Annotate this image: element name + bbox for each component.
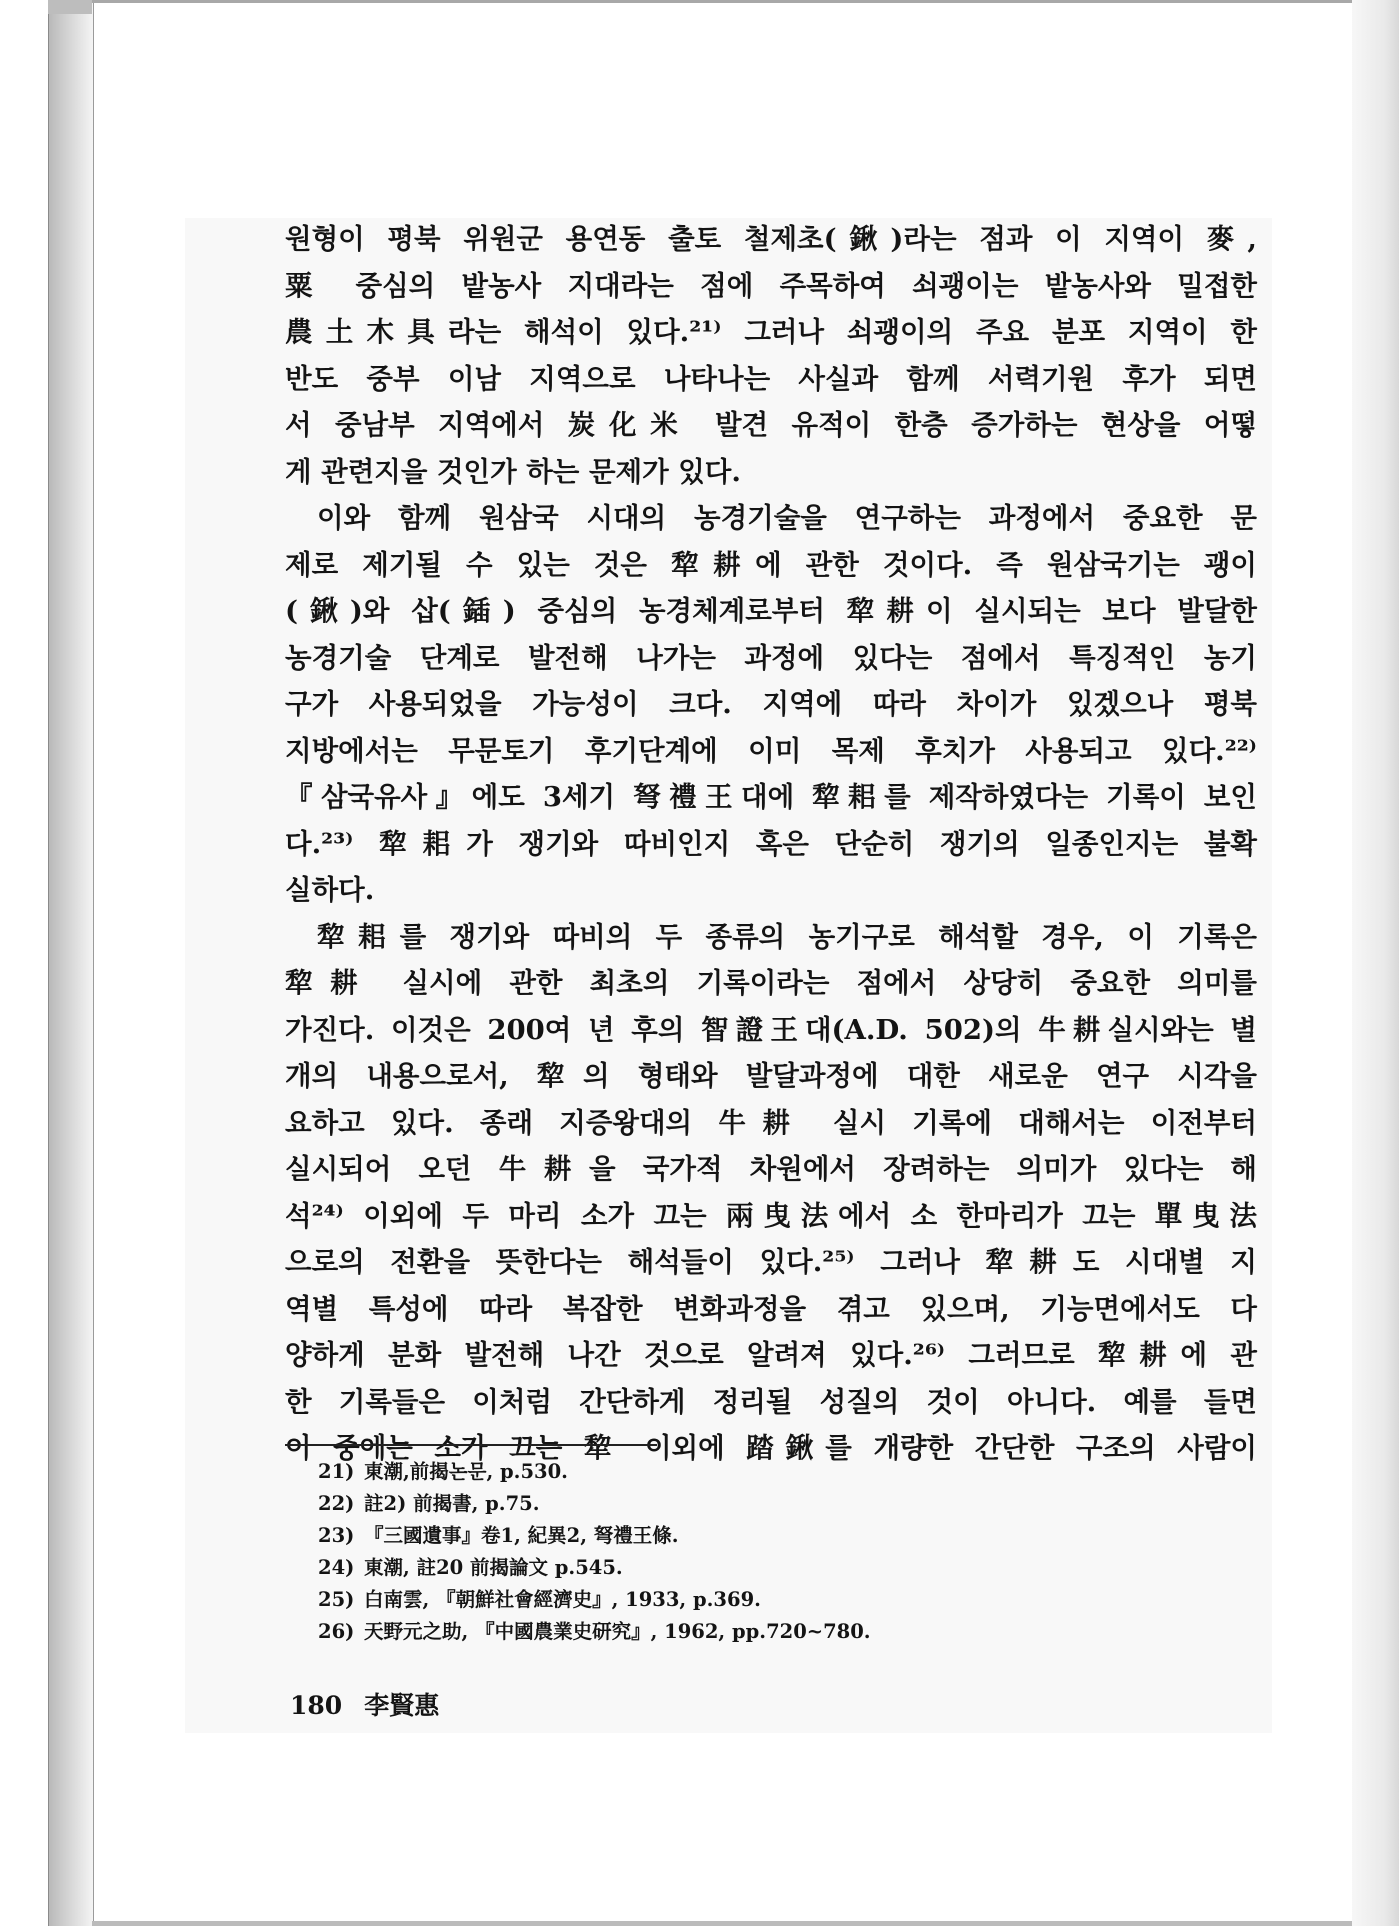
footnote-number: 26)	[318, 1620, 355, 1643]
text-line: 양하게 분화 발전해 나간 것으로 알려져 있다.²⁶⁾ 그러므로 犂耕에 관	[285, 1339, 1257, 1371]
page-number: 180	[290, 1691, 343, 1720]
footnote-divider	[285, 1444, 657, 1446]
footnote-text: 註2) 前揭書, p.75.	[364, 1492, 540, 1515]
footnote	[318, 1584, 1218, 1616]
text-line: 개의 내용으로서, 犂의 형태와 발달과정에 대한 새로운 연구 시각을	[285, 1060, 1257, 1092]
footnote	[318, 1520, 1218, 1552]
body-text	[285, 216, 1257, 1472]
text-line: 農土木具라는 해석이 있다.²¹⁾ 그러나 쇠괭이의 주요 분포 지역이 한	[285, 316, 1257, 348]
text-line: 석²⁴⁾ 이외에 두 마리 소가 끄는 兩曳法에서 소 한마리가 끄는 單曳法	[285, 1199, 1257, 1232]
text-line: 이와 함께 원삼국 시대의 농경기술을 연구하는 과정에서 중요한 문	[317, 502, 1257, 534]
text-line: 반도 중부 이남 지역으로 나타나는 사실과 함께 서력기원 후가 되면	[285, 362, 1257, 395]
text-line: 粟 중심의 밭농사 지대라는 점에 주목하여 쇠괭이는 밭농사와 밀접한	[285, 269, 1257, 302]
text-line: 역별 특성에 따라 복잡한 변화과정을 겪고 있으며, 기능면에서도 다	[285, 1292, 1257, 1325]
text-line: 한 기록들은 이처럼 간단하게 정리될 성질의 것이 아니다. 예를 들면	[285, 1385, 1257, 1418]
text-line: 이 중에는 소가 끄는 犂 이외에 踏鍬를 개량한 간단한 구조의 사람이	[285, 1432, 1257, 1464]
text-line: 구가 사용되었을 가능성이 크다. 지역에 따라 차이가 있겠으나 평북	[285, 688, 1257, 720]
text-line: 서 중남부 지역에서 炭化米 발견 유적이 한층 증가하는 현상을 어떻	[285, 409, 1257, 441]
text-line: 犂耕 실시에 관한 최초의 기록이라는 점에서 상당히 중요한 의미를	[285, 967, 1257, 999]
text-line: 제로 제기될 수 있는 것은 犂耕에 관한 것이다. 즉 원삼국기는 괭이	[285, 548, 1257, 581]
footnote-text: 『三國遺事』卷1, 紀異2, 弩禮王條.	[364, 1524, 679, 1547]
text-line: 지방에서는 무문토기 후기단계에 이미 목제 후치가 사용되고 있다.²²⁾	[285, 734, 1257, 767]
footnotes	[318, 1456, 1218, 1648]
footnote-number: 24)	[318, 1556, 355, 1579]
text-line: 『삼국유사』에도 3세기 弩禮王대에 犂耜를 제작하였다는 기록이 보인	[285, 781, 1257, 813]
text-line: 실시되어 오던 牛耕을 국가적 차원에서 장려하는 의미가 있다는 해	[285, 1153, 1257, 1185]
text-line: 농경기술 단계로 발전해 나가는 과정에 있다는 점에서 특징적인 농기	[285, 641, 1257, 674]
text-line: 요하고 있다. 종래 지증왕대의 牛耕 실시 기록에 대해서는 이전부터	[285, 1106, 1257, 1139]
footnote-number: 23)	[318, 1524, 355, 1547]
text-line: 다.²³⁾ 犂耜가 쟁기와 따비인지 혹은 단순히 쟁기의 일종인지는 불확	[285, 827, 1257, 860]
page-edge-top	[92, 0, 1372, 3]
footnote-text: 白南雲, 『朝鮮社會經濟史』, 1933, p.369.	[364, 1588, 761, 1611]
text-line: 으로의 전환을 뜻한다는 해석들이 있다.²⁵⁾ 그러나 犂耕도 시대별 지	[285, 1246, 1257, 1278]
page-edge-right	[1352, 0, 1399, 1926]
text-line: 게 관련지을 것인가 하는 문제가 있다.	[285, 455, 741, 488]
text-line: 犂耜를 쟁기와 따비의 두 종류의 농기구로 해석할 경우, 이 기록은	[317, 920, 1257, 953]
footnote	[318, 1456, 1218, 1488]
page-edge-bottom	[92, 1921, 1352, 1926]
footnote-text: 東潮,前揭논문, p.530.	[364, 1460, 568, 1483]
footnote	[318, 1552, 1218, 1584]
footnote-text: 天野元之助, 『中國農業史研究』, 1962, pp.720~780.	[364, 1620, 871, 1643]
footnote-number: 22)	[318, 1492, 355, 1515]
footnote	[318, 1488, 1218, 1520]
text-line: 원형이 평북 위원군 용연동 출토 철제초(鍬)라는 점과 이 지역이 麥,	[285, 223, 1257, 255]
footnote-text: 東潮, 註20 前揭論文 p.545.	[364, 1556, 623, 1579]
footnote-number: 25)	[318, 1588, 355, 1611]
running-author: 李賢惠	[364, 1691, 440, 1720]
page-footer	[290, 1686, 439, 1722]
text-line: 실하다.	[285, 874, 375, 906]
text-line: (鍬)와 삽(鍤) 중심의 농경체계로부터 犂耕이 실시되는 보다 발달한	[285, 595, 1257, 627]
footnote	[318, 1616, 1218, 1648]
book-spine	[48, 0, 94, 1926]
text-line: 가진다. 이것은 200여 년 후의 智證王대(A.D. 502)의 牛耕실시와는 별	[285, 1013, 1257, 1046]
book-spine-top	[48, 0, 92, 14]
footnote-number: 21)	[318, 1460, 355, 1483]
